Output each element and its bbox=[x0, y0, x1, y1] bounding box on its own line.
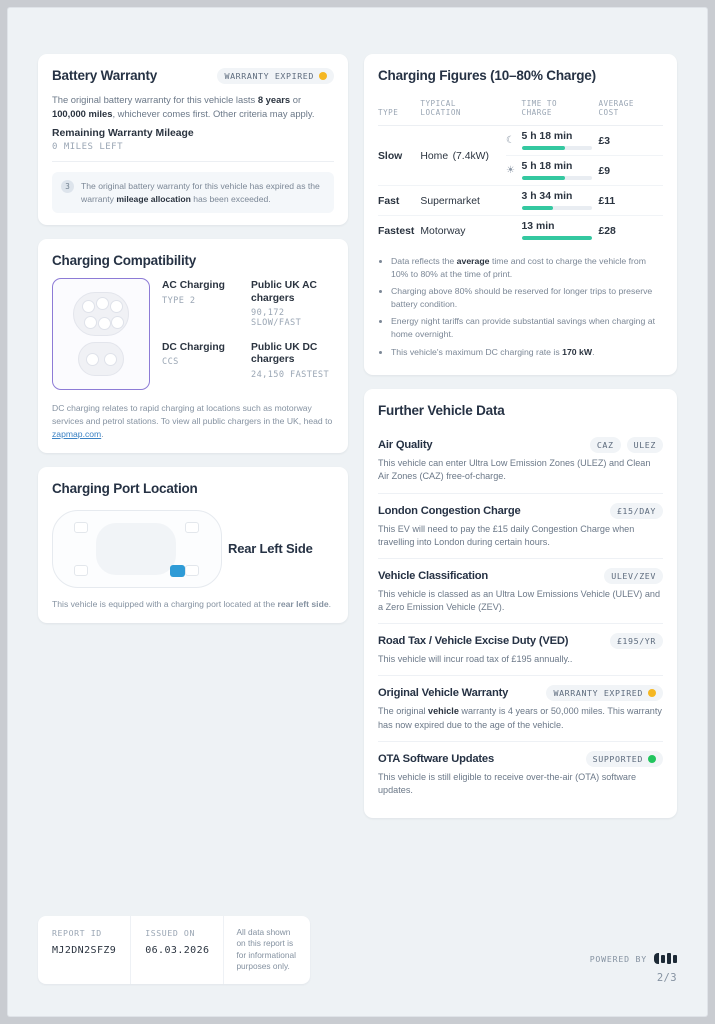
ac-charging-type: TYPE 2 bbox=[162, 295, 196, 306]
list-item bbox=[391, 315, 663, 340]
air-quality-label: Air Quality bbox=[378, 439, 433, 452]
col-type: TYPE bbox=[378, 93, 420, 125]
ac-chargers-value bbox=[251, 308, 334, 328]
row-location-supermarket: Supermarket bbox=[420, 196, 480, 208]
car-top-view-icon bbox=[52, 510, 222, 588]
row-cost-fastest: £28 bbox=[598, 226, 616, 238]
original-warranty-label: Original Vehicle Warranty bbox=[378, 687, 509, 700]
bullet0-bold: average bbox=[456, 255, 490, 266]
ota-updates-label: OTA Software Updates bbox=[378, 752, 494, 765]
right-column bbox=[364, 54, 677, 832]
port-marker-icon bbox=[170, 565, 185, 577]
ow-pre: The original bbox=[378, 706, 429, 717]
list-item bbox=[391, 285, 663, 310]
green-dot-icon bbox=[648, 755, 656, 763]
dc-chargers-speed: FASTEST bbox=[290, 369, 330, 380]
charging-figures-card bbox=[364, 54, 677, 375]
badge-caz: CAZ bbox=[590, 437, 621, 453]
table-header-row bbox=[378, 93, 663, 125]
battery-warranty-text bbox=[52, 93, 334, 120]
page-footer bbox=[38, 916, 677, 984]
footer-report-id bbox=[38, 916, 131, 984]
row-location-home: Home bbox=[420, 151, 449, 163]
fvd-item-road-tax bbox=[378, 624, 663, 676]
dc-chargers-value bbox=[251, 370, 334, 380]
col-average-cost: AVERAGE COST bbox=[598, 93, 663, 125]
ac-chargers-label: Public UK AC chargers bbox=[251, 280, 317, 304]
congestion-charge-label: London Congestion Charge bbox=[378, 504, 521, 517]
charge-port-diagram bbox=[52, 278, 150, 390]
badge-warranty-expired-label: WARRANTY EXPIRED bbox=[553, 688, 643, 699]
list-item bbox=[391, 346, 663, 359]
brand-logo-icon bbox=[654, 953, 677, 964]
bw-text-post: , whichever comes first. Other criteria may apply. bbox=[112, 107, 315, 119]
row-type-fast: Fast bbox=[378, 196, 400, 208]
dc-charging-label: DC Charging bbox=[162, 341, 225, 353]
charging-figures-title: Charging Figures (10–80% Charge) bbox=[378, 68, 596, 83]
bw-text-mid: or bbox=[290, 94, 302, 105]
report-page bbox=[8, 8, 707, 1016]
battery-warranty-note bbox=[52, 172, 334, 213]
compat-row-dc-type bbox=[162, 342, 245, 380]
list-item bbox=[391, 255, 663, 280]
progress-bar-slow-night bbox=[522, 146, 593, 150]
footer-brand bbox=[590, 916, 677, 984]
col-typical-location: TYPICAL LOCATION bbox=[420, 93, 505, 125]
fvd-item-congestion-charge bbox=[378, 494, 663, 559]
charging-compatibility-title: Charging Compatibility bbox=[52, 253, 197, 269]
fvd-item-air-quality bbox=[378, 428, 663, 493]
badge-road-tax-cost: £195/YR bbox=[610, 633, 663, 649]
powered-by-label: POWERED BY bbox=[589, 953, 647, 964]
note-bold: mileage allocation bbox=[116, 193, 191, 204]
row-time-slow-day: 5 h 18 min bbox=[521, 160, 573, 172]
charging-compatibility-card bbox=[38, 239, 348, 453]
report-id-label: REPORT ID bbox=[52, 927, 102, 938]
vehicle-classification-label: Vehicle Classification bbox=[378, 569, 489, 582]
sun-icon: ☀ bbox=[506, 155, 522, 185]
row-type-fastest: Fastest bbox=[378, 226, 415, 238]
row-cost-slow-day: £9 bbox=[598, 166, 610, 178]
ow-bold: vehicle bbox=[428, 706, 459, 717]
row-location-power: (7.4kW) bbox=[452, 151, 489, 163]
moon-icon: ☾ bbox=[506, 125, 522, 155]
status-badge bbox=[217, 68, 334, 84]
bullet3-bold: 170 kW bbox=[562, 346, 593, 357]
ota-updates-text: This vehicle is still eligible to receive over-the-air (OTA) software updates. bbox=[378, 771, 637, 795]
footer-issued-on bbox=[131, 916, 224, 984]
original-warranty-text bbox=[378, 705, 663, 731]
road-tax-label: Road Tax / Vehicle Excise Duty (VED) bbox=[378, 635, 569, 648]
bullet3-pre: This vehicle's maximum DC charging rate is bbox=[391, 346, 563, 357]
air-quality-text: This vehicle can enter Ultra Low Emission Zones (ULEZ) and Clean Air Zones (CAZ) free-of-charge. bbox=[378, 458, 651, 482]
footer-disclaimer: All data shown on this report is for informational purposes only. bbox=[236, 926, 296, 972]
divider bbox=[52, 161, 334, 162]
table-row bbox=[378, 125, 663, 155]
col-time-to-charge: TIME TO CHARGE bbox=[522, 93, 599, 125]
note-pre: The original battery warranty for this vehicle has expired as the warranty bbox=[81, 181, 320, 204]
bullet0-pre: Data reflects the bbox=[391, 255, 457, 266]
progress-bar-fastest bbox=[522, 236, 593, 240]
note-number: 3 bbox=[61, 180, 74, 193]
note-post: has been exceeded. bbox=[190, 193, 271, 204]
issued-on-label: ISSUED ON bbox=[145, 927, 195, 938]
congestion-charge-text: This EV will need to pay the £15 daily Congestion Charge when travelling into London during certain hours. bbox=[378, 523, 635, 547]
bullet2-pre: Energy night tariffs can provide substantial savings when charging at home overnight. bbox=[391, 316, 655, 340]
type2-connector-icon bbox=[73, 292, 129, 336]
zapmap-link[interactable]: zapmap.com bbox=[52, 428, 102, 439]
dc-charging-type: CCS bbox=[162, 357, 179, 368]
remaining-mileage-value: 0 MILES LEFT bbox=[52, 142, 124, 153]
note-text bbox=[81, 180, 325, 205]
road-tax-text: This vehicle will incur road tax of £195 annually.. bbox=[378, 654, 573, 665]
battery-warranty-badge-label: WARRANTY EXPIRED bbox=[224, 71, 314, 81]
ccs-connector-icon bbox=[78, 342, 124, 376]
progress-bar-fast bbox=[522, 206, 593, 210]
compat-row-ac-type bbox=[162, 280, 245, 328]
page-title: Battery Warranty bbox=[52, 68, 158, 83]
badge-ulez: ULEZ bbox=[627, 437, 663, 453]
cp-caption-bold: rear left side bbox=[277, 598, 329, 609]
row-time-fastest: 13 min bbox=[521, 220, 555, 232]
row-time-slow-night: 5 h 18 min bbox=[521, 130, 573, 142]
amber-dot-icon bbox=[648, 689, 656, 697]
table-row bbox=[378, 185, 663, 215]
cp-caption-pre: This vehicle is equipped with a charging port located at the bbox=[52, 598, 278, 609]
dc-chargers-count: 24,150 bbox=[251, 369, 285, 380]
compat-row-dc-count bbox=[251, 342, 334, 380]
report-id-value: MJ2DN2SFZ9 bbox=[52, 944, 117, 956]
row-location-motorway: Motorway bbox=[420, 226, 466, 238]
bullet1-pre: Charging above 80% should be reserved for longer trips to preserve battery condition. bbox=[391, 286, 653, 309]
badge-ulev-zev: ULEV/ZEV bbox=[604, 568, 663, 584]
battery-warranty-card bbox=[38, 54, 348, 225]
charging-port-caption bbox=[38, 590, 348, 623]
progress-bar-slow-day bbox=[522, 176, 593, 180]
charging-figures-table bbox=[378, 93, 663, 245]
badge-ota-supported-label: SUPPORTED bbox=[592, 753, 643, 764]
ac-charging-label: AC Charging bbox=[162, 280, 225, 292]
further-vehicle-data-title: Further Vehicle Data bbox=[378, 403, 505, 419]
fvd-item-original-warranty bbox=[378, 676, 663, 741]
bullet3-post: . bbox=[592, 346, 595, 357]
bw-text-miles: 100,000 miles bbox=[52, 107, 113, 119]
car-diagram-wrap bbox=[52, 506, 334, 588]
remaining-mileage-label: Remaining Warranty Mileage bbox=[52, 128, 194, 140]
charging-port-location-card bbox=[38, 467, 348, 623]
charging-port-side-label: Rear Left Side bbox=[228, 541, 313, 557]
issued-on-value: 06.03.2026 bbox=[145, 944, 210, 956]
charging-compatibility-grid bbox=[162, 278, 334, 390]
cp-caption-post: . bbox=[328, 598, 331, 609]
ac-chargers-speed: SLOW/FAST bbox=[251, 317, 302, 328]
charging-compatibility-content bbox=[52, 278, 334, 390]
amber-dot-icon bbox=[319, 72, 327, 80]
fvd-item-vehicle-classification bbox=[378, 559, 663, 624]
badge-congestion-cost: £15/DAY bbox=[610, 503, 663, 519]
charging-figures-notes bbox=[378, 255, 663, 358]
bw-text-years: 8 years bbox=[257, 94, 291, 105]
row-cost-slow-night: £3 bbox=[598, 136, 610, 148]
further-vehicle-data-card bbox=[364, 389, 677, 818]
left-column bbox=[38, 54, 348, 832]
badge-ota-supported bbox=[586, 751, 663, 767]
cc-caption-pre: DC charging relates to rapid charging at locations such as motorway services and petrol stations. To view all public chargers in the UK, head to bbox=[52, 403, 333, 427]
bw-text-pre: The original battery warranty for this vehicle lasts bbox=[52, 94, 258, 105]
charging-port-location-title: Charging Port Location bbox=[52, 480, 198, 496]
battery-warranty-header bbox=[52, 68, 334, 93]
charging-compatibility-caption bbox=[38, 394, 348, 453]
ac-chargers-count: 90,172 bbox=[251, 307, 285, 318]
cc-caption-post: . bbox=[101, 428, 104, 439]
ow-post: warranty is 4 years or 50,000 miles. This warranty has now expired due to the age of the vehicle. bbox=[378, 706, 662, 730]
badge-warranty-expired bbox=[546, 685, 663, 701]
page-columns bbox=[8, 8, 707, 832]
row-cost-fast: £11 bbox=[598, 196, 616, 208]
vehicle-classification-text: This vehicle is classed as an Ultra Low Emissions Vehicle (ULEV) and a Zero Emission Vehicle (ZEV). bbox=[378, 588, 661, 613]
dc-chargers-label: Public UK DC chargers bbox=[251, 341, 318, 366]
row-time-fast: 3 h 34 min bbox=[521, 190, 573, 202]
bullet0-post: time and cost to charge the vehicle from 10% to 80% at the time of print. bbox=[391, 255, 646, 279]
footer-info-card bbox=[38, 916, 310, 984]
page-number: 2/3 bbox=[656, 972, 677, 984]
table-row bbox=[378, 215, 663, 245]
fvd-item-ota-updates bbox=[378, 742, 663, 806]
row-type-slow: Slow bbox=[378, 151, 403, 163]
compat-row-ac-count bbox=[251, 280, 334, 328]
